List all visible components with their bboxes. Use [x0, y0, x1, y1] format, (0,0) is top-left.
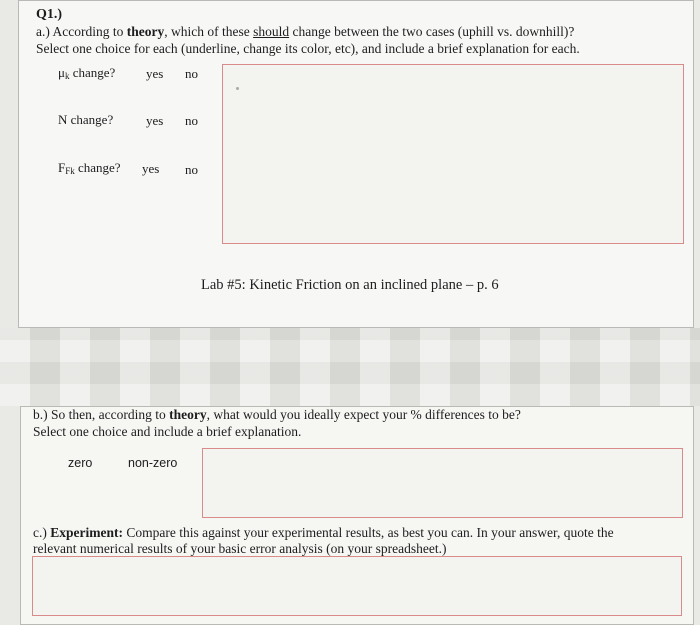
f-symbol: F: [58, 160, 66, 175]
n-no-option[interactable]: no: [185, 113, 198, 128]
q1a-should: should: [253, 24, 290, 39]
ffk-change-text: change?: [74, 160, 121, 175]
q1a-mid: , which of these: [164, 24, 254, 39]
q1a-suffix: change between the two cases (uphill vs. downhill)?: [289, 24, 575, 39]
background-gap: [0, 328, 700, 406]
ffk-no-option[interactable]: no: [185, 162, 198, 177]
mu-change-text: change?: [69, 65, 116, 80]
question-1-label: Q1.): [36, 7, 63, 22]
qb-theory: theory: [169, 407, 207, 422]
question-c-line2: relevant numerical results of your basic error analysis (on your spreadsheet.): [33, 541, 447, 556]
question-1a-line2: Select one choice for each (underline, change its color, etc), and include a brief explanation for each.: [36, 41, 580, 56]
question-1a-line1: [36, 24, 574, 40]
qc-experiment: Experiment:: [50, 525, 123, 540]
question-b-line2: Select one choice and include a brief explanation.: [33, 424, 302, 439]
cursor-mark: [236, 87, 239, 90]
f-subscript: Fk: [65, 166, 75, 176]
mu-symbol: μ: [58, 65, 65, 80]
qc-prefix: c.): [33, 525, 51, 540]
q1a-answer-box[interactable]: [222, 64, 684, 244]
qb-answer-box[interactable]: [202, 448, 683, 518]
mu-k-yes-option[interactable]: yes: [146, 66, 164, 81]
qb-suffix: , what would you ideally expect your % differences to be?: [206, 407, 521, 422]
n-yes-option[interactable]: yes: [146, 113, 164, 128]
non-zero-option[interactable]: non-zero: [128, 456, 178, 470]
qc-answer-box[interactable]: [32, 556, 682, 616]
zero-option[interactable]: zero: [68, 456, 93, 470]
mu-subscript: k: [64, 71, 70, 81]
qc-line1-rest: Compare this against your experimental results, as best you can. In your answer, quote the: [122, 525, 614, 540]
ffk-yes-option[interactable]: yes: [142, 161, 160, 176]
q1a-prefix: a.) According to: [36, 24, 127, 39]
ffk-change-label: [58, 160, 121, 176]
mu-k-no-option[interactable]: no: [185, 66, 198, 81]
page-footer: Lab #5: Kinetic Friction on an inclined plane – p. 6: [201, 277, 499, 293]
question-b-line1: [33, 407, 521, 423]
mu-k-change-label: [58, 65, 115, 81]
qb-prefix: b.) So then, according to: [33, 407, 170, 422]
question-c-line1: [33, 525, 614, 541]
q1a-theory: theory: [126, 24, 165, 39]
n-change-label: N change?: [58, 112, 114, 127]
